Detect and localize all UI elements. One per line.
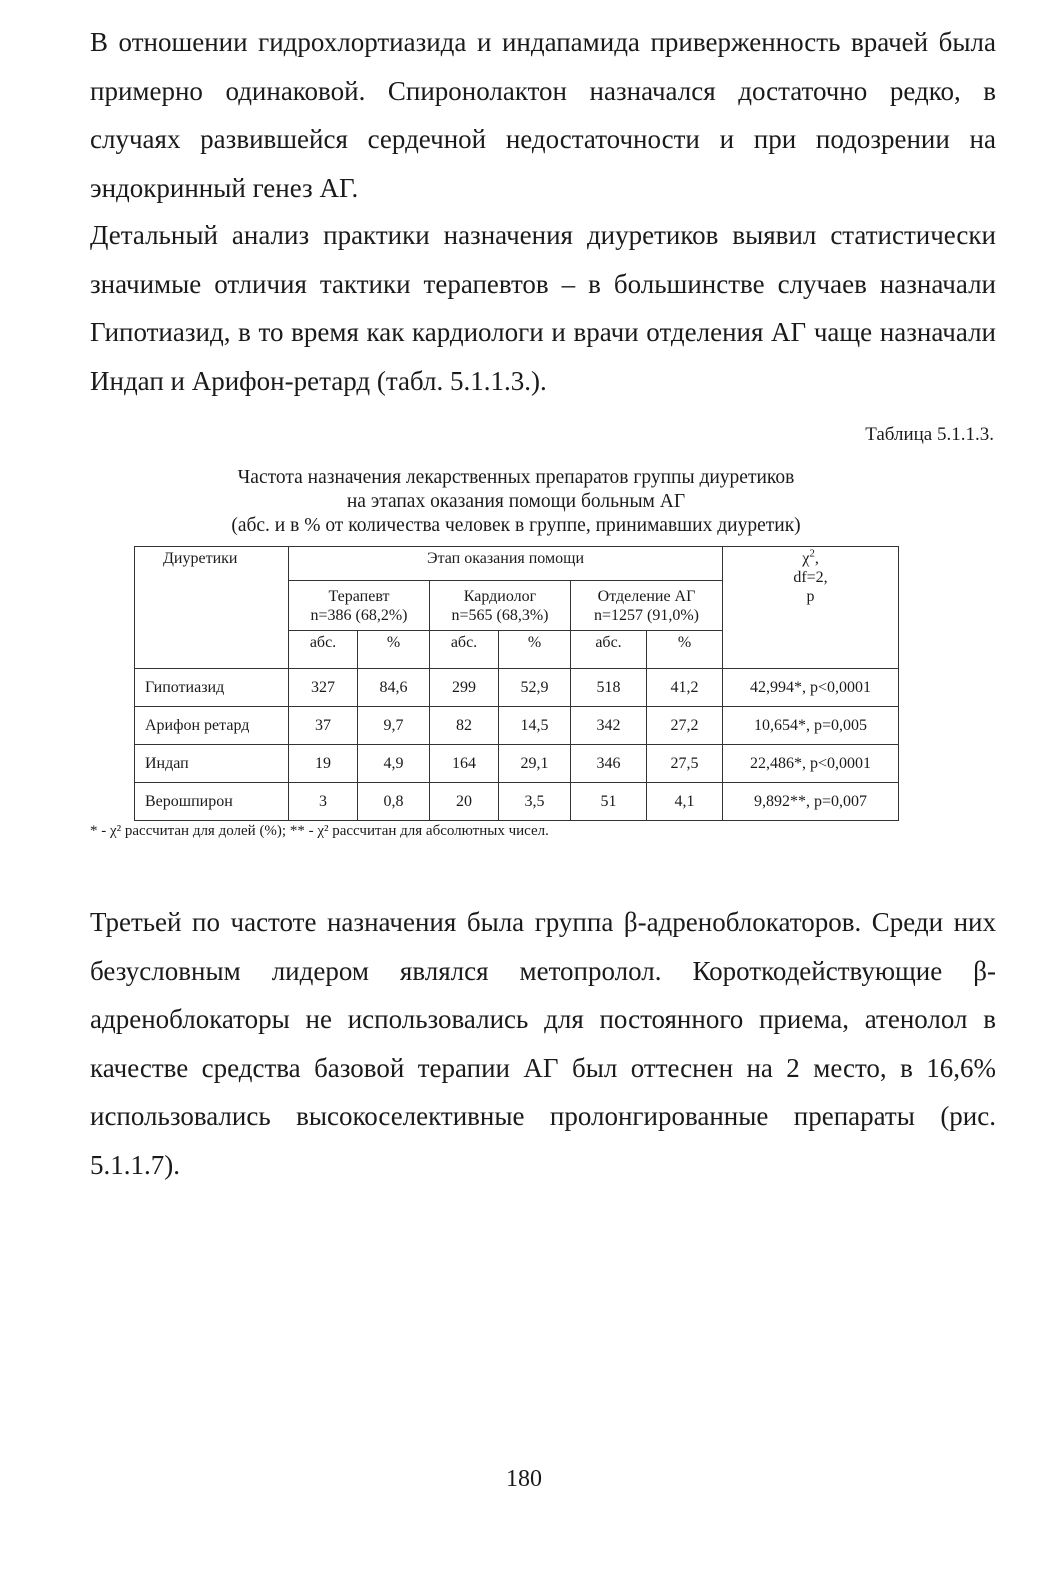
page-number: 180 <box>506 1466 542 1492</box>
chi-df: df=2, <box>793 569 828 586</box>
table-label: Таблица 5.1.1.3. <box>865 424 994 445</box>
paragraph-2: Детальный анализ практики назначения диуретиков выявил статистически значимые отличия тактики терапевтов – в большинстве случаев назначали Гипотиазид, в то время как кардиологи и врачи отделения АГ чаще назначали Индап и Арифон-ретард (табл. 5.1.1.3.). <box>90 220 996 396</box>
cell: 27,5 <box>647 745 723 783</box>
cell: 84,6 <box>358 669 430 707</box>
header-stage: Этап оказания помощи <box>289 547 723 581</box>
table-row <box>135 783 899 821</box>
cell: 82 <box>430 707 499 745</box>
cell: 342 <box>571 707 647 745</box>
diuretics-table <box>134 546 899 821</box>
cell: 29,1 <box>499 745 571 783</box>
cell: 327 <box>289 669 358 707</box>
chi-symbol: χ <box>802 550 810 567</box>
cell: 41,2 <box>647 669 723 707</box>
cell: 299 <box>430 669 499 707</box>
cell: 3,5 <box>499 783 571 821</box>
cell-chi: 10,654*, p=0,005 <box>723 707 899 745</box>
cell-chi: 42,994*, p<0,0001 <box>723 669 899 707</box>
table-caption <box>134 466 898 538</box>
row-drug: Гипотиазид <box>135 669 289 707</box>
group-therapist-n: n=386 (68,2%) <box>310 606 408 624</box>
cell: 164 <box>430 745 499 783</box>
cell: 9,7 <box>358 707 430 745</box>
cell: 19 <box>289 745 358 783</box>
cell: 14,5 <box>499 707 571 745</box>
chi-rest: , <box>814 550 819 567</box>
subheader-pct: % <box>499 631 571 669</box>
group-ag-department-name: Отделение АГ <box>597 587 696 605</box>
row-drug: Арифон ретард <box>135 707 289 745</box>
group-cardiologist <box>430 581 571 631</box>
cell: 0,8 <box>358 783 430 821</box>
row-drug: Индап <box>135 745 289 783</box>
cell: 51 <box>571 783 647 821</box>
cell: 346 <box>571 745 647 783</box>
cell-chi: 22,486*, p<0,0001 <box>723 745 899 783</box>
cell: 52,9 <box>499 669 571 707</box>
group-ag-department-n: n=1257 (91,0%) <box>594 606 700 624</box>
paragraph-1: В отношении гидрохлортиазида и индапамида приверженность врачей была примерно одинаковой. Спиронолактон назначался достаточно редко, в случаях развившейся сердечной недостаточности и при подозрении на эндокринный генез АГ. <box>90 27 996 203</box>
table-row <box>135 707 899 745</box>
group-cardiologist-n: n=565 (68,3%) <box>451 606 549 624</box>
paragraph-3: Третьей по частоте назначения была группа β-адреноблокаторов. Среди них безусловным лидером являлся метопролол. Короткодействующие β-адреноблокаторы не использовались для постоянного приема, атенолол в качестве средства базовой терапии АГ был оттеснен на 2 место, в 16,6% использовались высокоселективные пролонгированные препараты (рис. 5.1.1.7). <box>90 907 996 1180</box>
chi-p: p <box>806 588 815 605</box>
cell: 27,2 <box>647 707 723 745</box>
table-row <box>135 669 899 707</box>
cell: 518 <box>571 669 647 707</box>
subheader-abs: абс. <box>571 631 647 669</box>
subheader-pct: % <box>358 631 430 669</box>
cell-chi: 9,892**, p=0,007 <box>723 783 899 821</box>
cell: 4,1 <box>647 783 723 821</box>
group-ag-department <box>571 581 723 631</box>
group-cardiologist-name: Кардиолог <box>463 587 537 605</box>
cell: 20 <box>430 783 499 821</box>
caption-line-2: на этапах оказания помощи больным АГ <box>346 491 686 512</box>
subheader-abs: абс. <box>430 631 499 669</box>
group-therapist-name: Терапевт <box>328 587 390 605</box>
cell: 37 <box>289 707 358 745</box>
table-footnote: * - χ² рассчитан для долей (%); ** - χ² рассчитан для абсолютных чисел. <box>90 823 549 839</box>
cell: 4,9 <box>358 745 430 783</box>
header-chi <box>723 547 899 669</box>
subheader-abs: абс. <box>289 631 358 669</box>
subheader-pct: % <box>647 631 723 669</box>
header-drug: Диуретики <box>135 547 289 669</box>
table-row <box>135 745 899 783</box>
chi-sup: 2 <box>809 547 815 560</box>
group-therapist <box>289 581 430 631</box>
row-drug: Верошпирон <box>135 783 289 821</box>
cell: 3 <box>289 783 358 821</box>
caption-line-1: Частота назначения лекарственных препаратов группы диуретиков <box>237 467 795 488</box>
caption-line-3: (абс. и в % от количества человек в группе, принимавших диуретик) <box>231 515 801 536</box>
